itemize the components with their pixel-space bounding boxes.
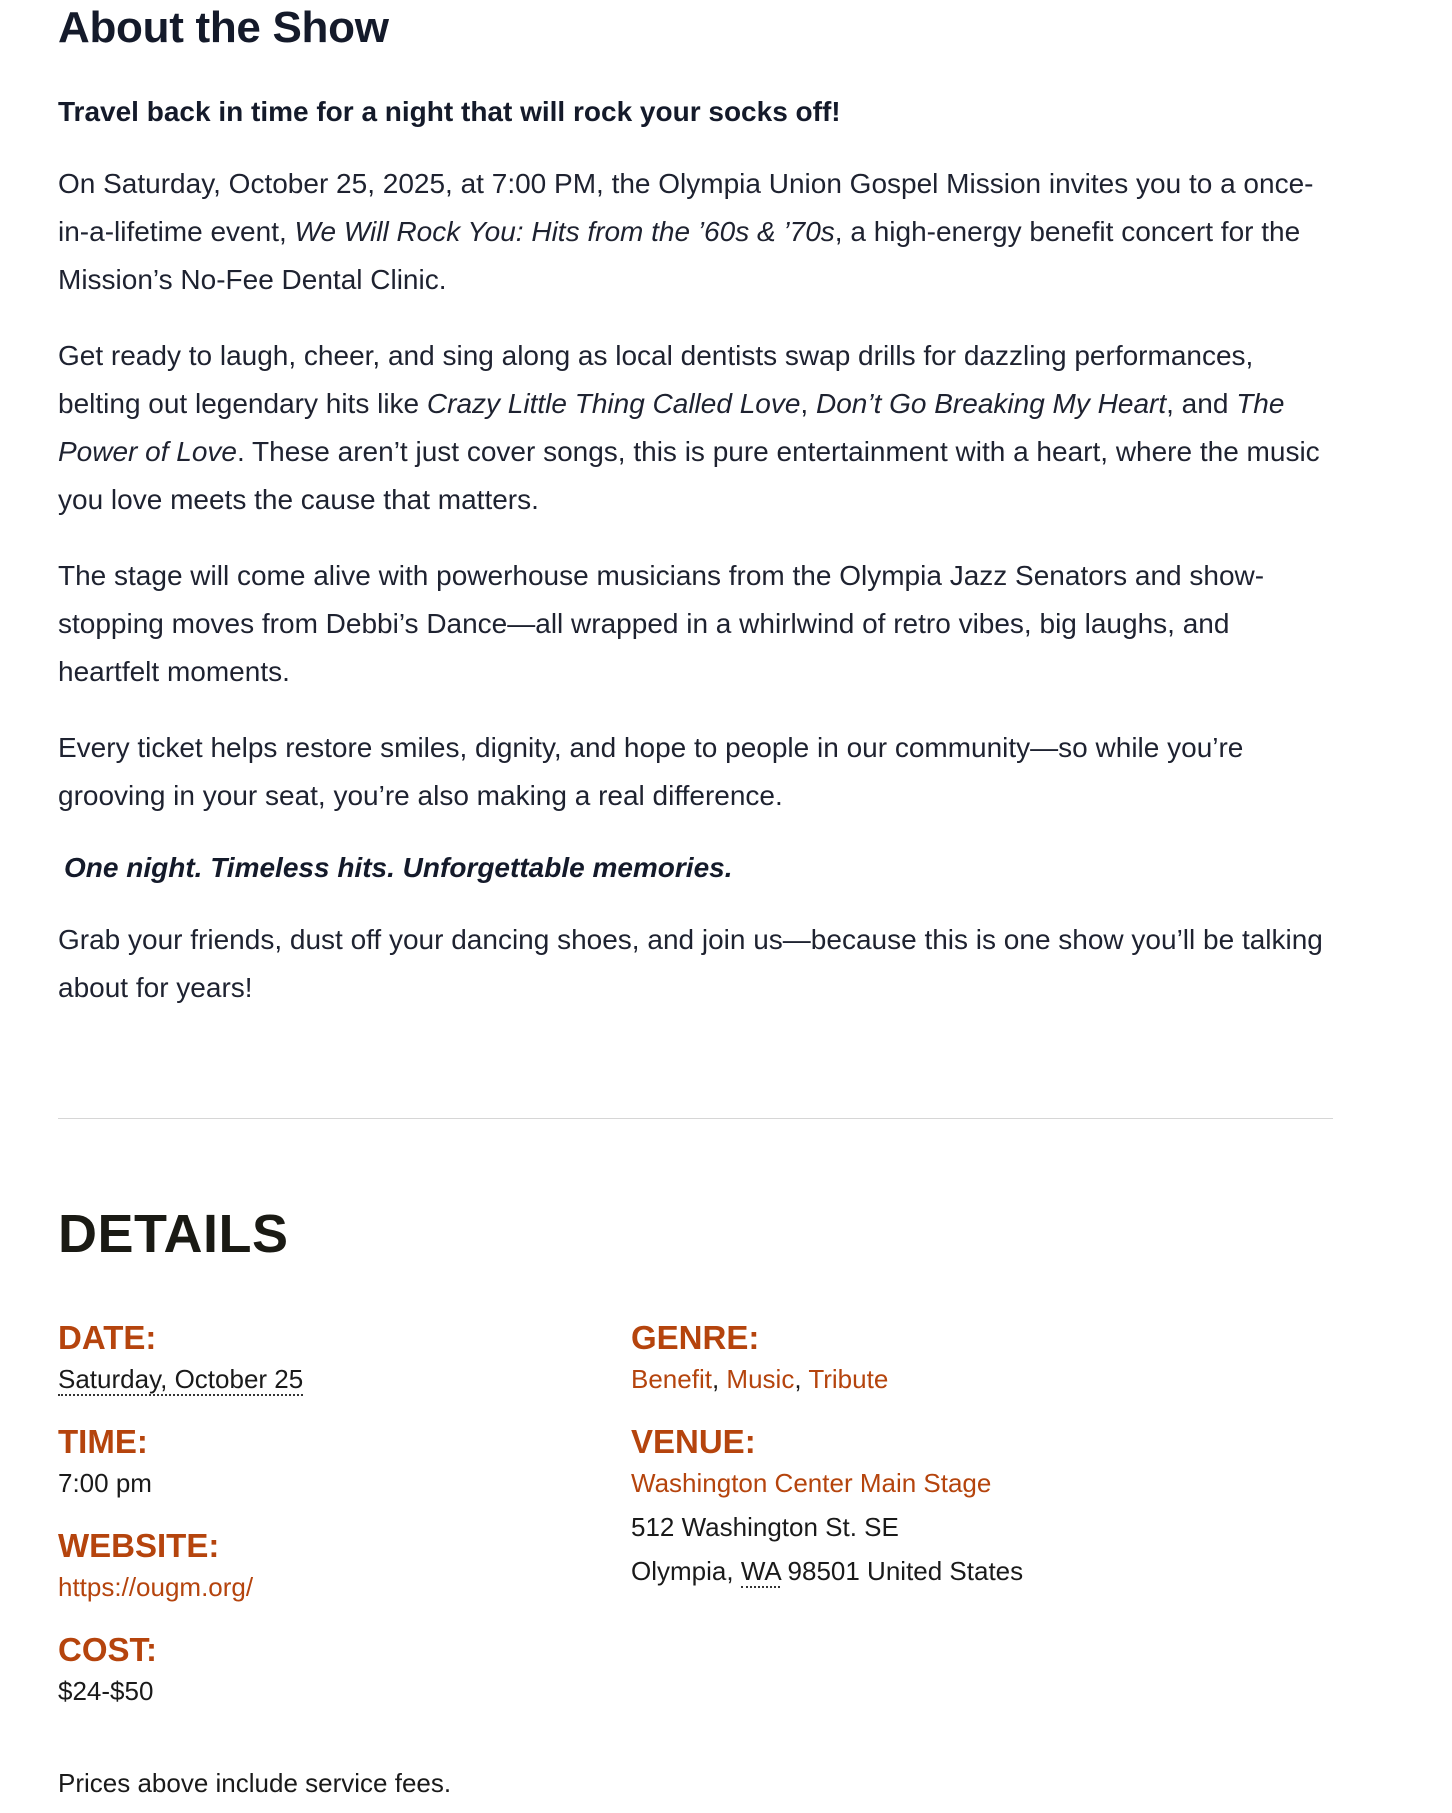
p2-text-end: . These aren’t just cover songs, this is pure entertainment with a heart, where the music you love meets the cause that matters. (58, 436, 1320, 515)
about-paragraph-1 (58, 160, 1338, 304)
genre-link-benefit[interactable]: Benefit (631, 1364, 712, 1394)
venue-link[interactable]: Washington Center Main Stage (631, 1468, 992, 1498)
genre-link-music[interactable]: Music (726, 1364, 795, 1394)
details-title: DETAILS (58, 1204, 289, 1264)
about-paragraph-4: Every ticket helps restore smiles, dignity, and hope to people in our community—so while you’re grooving in your seat, you’re also making a real difference. (58, 732, 1244, 811)
venue-street: 512 Washington St. SE (631, 1512, 899, 1542)
venue-state: WA (740, 1556, 781, 1586)
about-motto: One night. Timeless hits. Unforgettable memories. (64, 852, 733, 883)
venue-city-line (631, 1552, 1271, 1590)
website-value (58, 1568, 618, 1606)
genre-separator: , (711, 1364, 720, 1394)
cost-value: $24-$50 (58, 1676, 154, 1706)
p2-sep-1: , (800, 388, 816, 419)
about-tagline: Travel back in time for a night that will rock your socks off! (58, 96, 841, 127)
venue-city: Olympia, (631, 1556, 734, 1586)
song-title-1: Crazy Little Thing Called Love (426, 388, 801, 419)
about-title: About the Show (58, 3, 389, 52)
date-abbr: Saturday, October 25 (58, 1364, 304, 1394)
genre-label: GENRE: (631, 1319, 760, 1356)
p1-text: On Saturday, October 25, 2025, at 7:00 PM, the Olympia Union Gospel Mission invites you to a once-in-a-lifetime event, (58, 168, 1314, 247)
website-label: WEBSITE: (58, 1527, 220, 1564)
time-value: 7:00 pm (58, 1468, 152, 1498)
show-title: We Will Rock You: Hits from the ’60s & ’70s (294, 216, 835, 247)
about-section (58, 0, 1338, 1012)
date-value (58, 1360, 618, 1398)
venue-name (631, 1464, 1271, 1502)
venue-label: VENUE: (631, 1423, 756, 1460)
genre-value (631, 1360, 1271, 1398)
venue-zip-country: 98501 United States (787, 1556, 1024, 1586)
genre-link-tribute[interactable]: Tribute (808, 1364, 889, 1394)
date-label: DATE: (58, 1319, 157, 1356)
section-divider (58, 1118, 1333, 1119)
about-paragraph-5: Grab your friends, dust off your dancing shoes, and join us—because this is one show you’ll be talking about for years! (58, 924, 1323, 1003)
genre-separator: , (794, 1364, 802, 1394)
time-label: TIME: (58, 1423, 148, 1460)
details-right-column (631, 1316, 1271, 1596)
about-paragraph-2 (58, 332, 1338, 524)
p1-text-end: , a high-energy benefit concert for the Mission’s No-Fee Dental Clinic. (58, 216, 1301, 295)
song-title-2: Don’t Go Breaking My Heart (815, 388, 1167, 419)
p2-sep-2: , and (1166, 388, 1237, 419)
price-note: Prices above include service fees. (58, 1768, 452, 1798)
about-paragraph-3: The stage will come alive with powerhouse musicians from the Olympia Jazz Senators and show-stopping moves from Debbi’s Dance—all wrapped in a whirlwind of retro vibes, big laughs, and heartfelt moments. (58, 560, 1265, 687)
song-title-3: The Power of Love (58, 388, 1285, 467)
website-link[interactable]: https://ougm.org/ (58, 1572, 254, 1602)
cost-label: COST: (58, 1631, 157, 1668)
details-left-column (58, 1316, 618, 1732)
p2-text: Get ready to laugh, cheer, and sing along as local dentists swap drills for dazzling performances, belting out legendary hits like (58, 340, 1254, 419)
